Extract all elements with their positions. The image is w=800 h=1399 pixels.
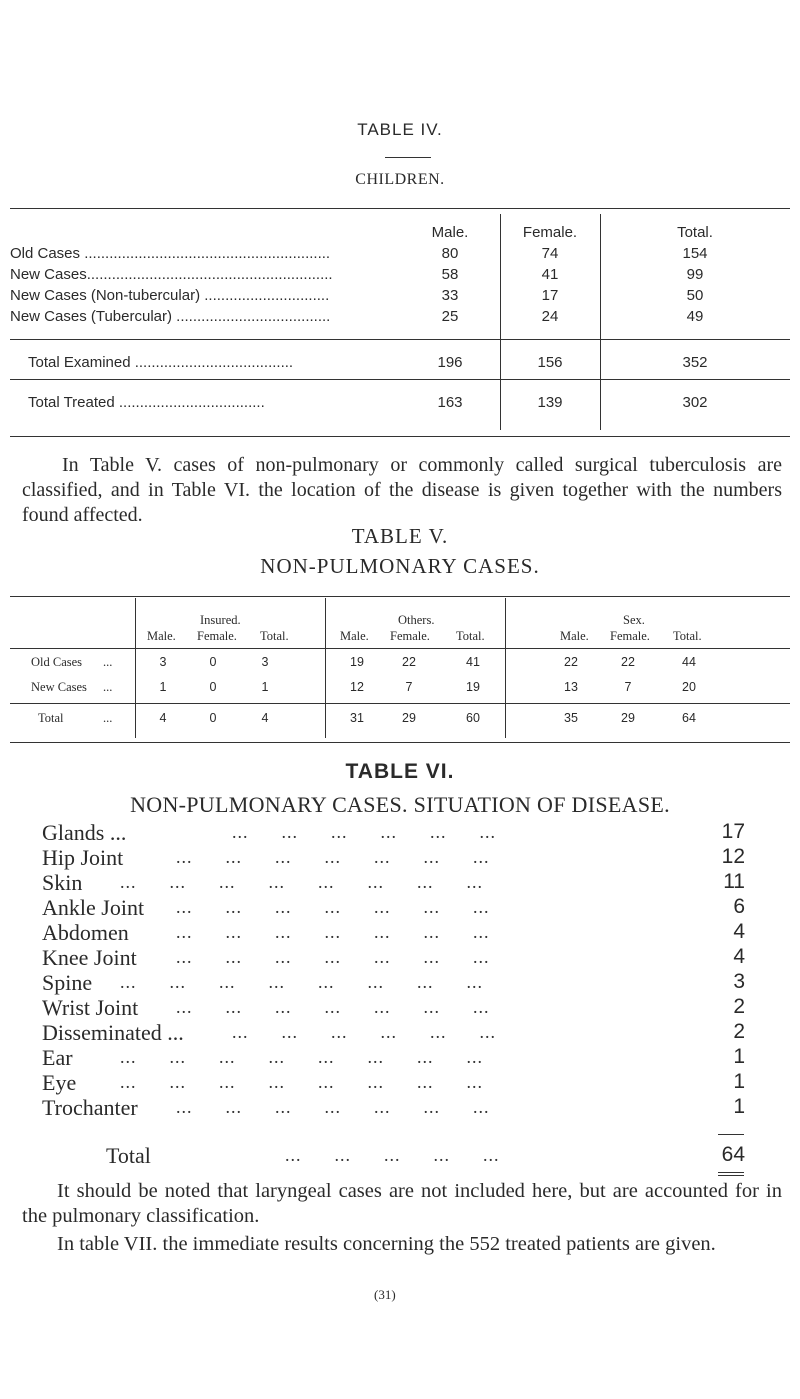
table4-cell: 156	[537, 354, 563, 371]
table6-subheading: NON-PULMONARY CASES. SITUATION OF DISEASE.	[130, 792, 670, 817]
table5-heading: TABLE V.	[351, 524, 449, 548]
table5-row-label: Old Cases	[31, 655, 83, 669]
table4-cell: 74	[541, 245, 559, 262]
table4-cell: 139	[537, 394, 563, 411]
table5-row-dots: ...	[103, 655, 113, 669]
subcol-female: Female.	[197, 629, 237, 643]
table6-row-value: 12	[721, 845, 745, 868]
table5-cell: 0	[209, 655, 217, 669]
table6-row-label: Ear	[42, 1045, 73, 1070]
table4-examined-label: Total Examined ......................................	[28, 354, 294, 371]
table4-cell: 80	[441, 245, 459, 262]
table5-rule	[10, 648, 790, 649]
table4-row-label: New Cases (Non-tubercular) ..............................	[10, 287, 330, 304]
table6-row-leader: ... ... ... ... ... ... ...	[176, 997, 490, 1017]
table6-row-value: 1	[733, 1095, 745, 1118]
table4-row-label: New Cases...........................................................	[10, 266, 333, 283]
table5-cell: 7	[624, 680, 632, 694]
table4-cell: 196	[437, 354, 463, 371]
table6-row-leader: ... ... ... ... ... ...	[232, 822, 496, 842]
table5-cell: 29	[402, 711, 416, 725]
table5-col-divider	[325, 598, 326, 738]
table6-row-leader: ... ... ... ... ... ... ...	[176, 922, 490, 942]
subcol-male: Male.	[340, 629, 369, 643]
table6-row-leader: ... ... ... ... ... ... ...	[176, 897, 490, 917]
table5-cell: 1	[261, 680, 269, 694]
table4-row-label: Old Cases ...........................................................	[10, 245, 331, 262]
table5-cell: 29	[621, 711, 635, 725]
table5-row-label: Total	[38, 711, 64, 725]
paragraph-intro-table5: In Table V. cases of non-pulmonary or commonly called surgical tuberculosis are classified, and in Table VI. the location of the disease is given together with the numbers found affected.	[22, 454, 782, 526]
table5-cell: 1	[159, 680, 167, 694]
page-number: (31)	[374, 1287, 396, 1302]
table4-rule	[10, 339, 790, 340]
table5-cell: 0	[209, 711, 217, 725]
table4-cell: 154	[682, 245, 708, 262]
subcol-male: Male.	[560, 629, 589, 643]
subcol-male: Male.	[147, 629, 176, 643]
table6-row-leader: ... ... ... ... ... ... ... ...	[120, 1047, 483, 1067]
table4-rule	[10, 379, 790, 380]
table5-cell: 22	[621, 655, 635, 669]
table6-row-leader: ... ... ... ... ... ...	[232, 1022, 496, 1042]
table6-row-label: Eye	[42, 1070, 77, 1095]
table6-row-value: 4	[733, 920, 745, 943]
table5-rule	[10, 703, 790, 704]
table6-row-label: Trochanter	[42, 1095, 138, 1120]
table5-bottom-rule	[10, 742, 790, 743]
table4-cell: 163	[437, 394, 463, 411]
group-others: Others.	[398, 613, 435, 627]
table5-col-divider	[135, 598, 136, 738]
table6-heading: TABLE VI.	[345, 760, 455, 783]
table4-cell: 33	[441, 287, 459, 304]
table6-row-value: 1	[733, 1045, 745, 1068]
table4-treated-label: Total Treated ...................................	[28, 394, 265, 411]
table4-cell: 58	[441, 266, 459, 283]
table5-row-dots: ...	[103, 711, 113, 725]
table5-cell: 22	[564, 655, 578, 669]
table6-row-value: 11	[723, 870, 745, 893]
table5-row-dots: ...	[103, 680, 113, 694]
table6-total-label: Total	[106, 1143, 151, 1168]
table5-cell: 7	[405, 680, 413, 694]
table6-row-label: Spine	[42, 970, 93, 995]
table4-bottom-rule	[10, 436, 790, 437]
group-insured: Insured.	[200, 613, 241, 627]
table6-row-label: Knee Joint	[42, 945, 137, 970]
table4-cell: 99	[686, 266, 704, 283]
subcol-female: Female.	[610, 629, 650, 643]
table6-row-label: Ankle Joint	[42, 895, 145, 920]
table6-row-label: Skin	[42, 870, 83, 895]
paragraph-laryngeal-note: It should be noted that laryngeal cases are not included here, but are accounted for in the pulmonary classification.	[22, 1180, 782, 1227]
table6-row-label: Hip Joint	[42, 845, 124, 870]
table5-row-label: New Cases	[31, 680, 87, 694]
table5-cell: 4	[159, 711, 167, 725]
subcol-total: Total.	[673, 629, 702, 643]
table4-col-divider	[500, 214, 501, 430]
table6-row-leader: ... ... ... ... ... ... ...	[176, 1097, 490, 1117]
table6-row-label: Glands ...	[42, 820, 127, 845]
table6-row-value: 1	[733, 1070, 745, 1093]
table5-cell: 60	[466, 711, 480, 725]
table5-cell: 19	[350, 655, 364, 669]
table5-cell: 3	[159, 655, 167, 669]
table4-cell: 352	[682, 354, 708, 371]
col-male-header: Male.	[431, 224, 469, 241]
table6-row-value: 2	[733, 1020, 745, 1043]
table4-cell: 50	[686, 287, 704, 304]
table6-row-value: 3	[733, 970, 745, 993]
table5-cell: 13	[564, 680, 578, 694]
table4-row-label: New Cases (Tubercular) .....................................	[10, 308, 331, 325]
table6-sum-rule	[718, 1134, 744, 1135]
table6-row-leader: ... ... ... ... ...	[285, 1145, 500, 1165]
table4-cell: 49	[686, 308, 704, 325]
table6-row-label: Wrist Joint	[42, 995, 139, 1020]
table4-cell: 24	[541, 308, 559, 325]
paragraph-table7-intro: In table VII. the immediate results concerning the 552 treated patients are given.	[57, 1233, 716, 1255]
table5-cell: 4	[261, 711, 269, 725]
table5-cell: 19	[466, 680, 480, 694]
table6-row-leader: ... ... ... ... ... ... ... ...	[120, 872, 483, 892]
table5-cell: 31	[350, 711, 364, 725]
table5-cell: 3	[261, 655, 269, 669]
table6-row-value: 17	[721, 820, 745, 843]
table6-row-value: 2	[733, 995, 745, 1018]
table4-subheading: CHILDREN.	[355, 171, 445, 188]
table6-row-leader: ... ... ... ... ... ... ...	[176, 847, 490, 867]
table6-row-leader: ... ... ... ... ... ... ... ...	[120, 1072, 483, 1092]
table4-cell: 41	[541, 266, 559, 283]
table5-cell: 22	[402, 655, 416, 669]
table4-cell: 25	[441, 308, 459, 325]
table5-cell: 64	[682, 711, 696, 725]
table6-row-value: 6	[733, 895, 745, 918]
table5-cell: 41	[466, 655, 480, 669]
subcol-total: Total.	[260, 629, 289, 643]
subcol-total: Total.	[456, 629, 485, 643]
col-female-header: Female.	[522, 224, 578, 241]
table6-row-leader: ... ... ... ... ... ... ... ...	[120, 972, 483, 992]
heading-rule	[385, 157, 431, 158]
table4-heading: TABLE IV.	[357, 120, 443, 139]
table6-double-rule	[718, 1172, 744, 1173]
table6-row-label: Disseminated ...	[42, 1020, 184, 1045]
table6-row-value: 4	[733, 945, 745, 968]
table4-top-rule	[10, 208, 790, 209]
table5-cell: 44	[682, 655, 696, 669]
col-total-header: Total.	[677, 224, 713, 241]
table5-top-rule	[10, 596, 790, 597]
group-sex: Sex.	[623, 613, 645, 627]
table6-total-value: 64	[721, 1143, 745, 1166]
subcol-female: Female.	[390, 629, 430, 643]
table5-cell: 20	[682, 680, 696, 694]
table5-col-divider	[505, 598, 506, 738]
table4-col-divider	[600, 214, 601, 430]
table5-cell: 35	[564, 711, 578, 725]
table5-cell: 0	[209, 680, 217, 694]
table6-row-leader: ... ... ... ... ... ... ...	[176, 947, 490, 967]
table5-cell: 12	[350, 680, 364, 694]
table4-cell: 17	[541, 287, 559, 304]
table5-subheading: NON-PULMONARY CASES.	[260, 554, 540, 578]
table6-row-label: Abdomen	[42, 920, 129, 945]
table6-double-rule	[718, 1175, 744, 1176]
table4-cell: 302	[682, 394, 708, 411]
